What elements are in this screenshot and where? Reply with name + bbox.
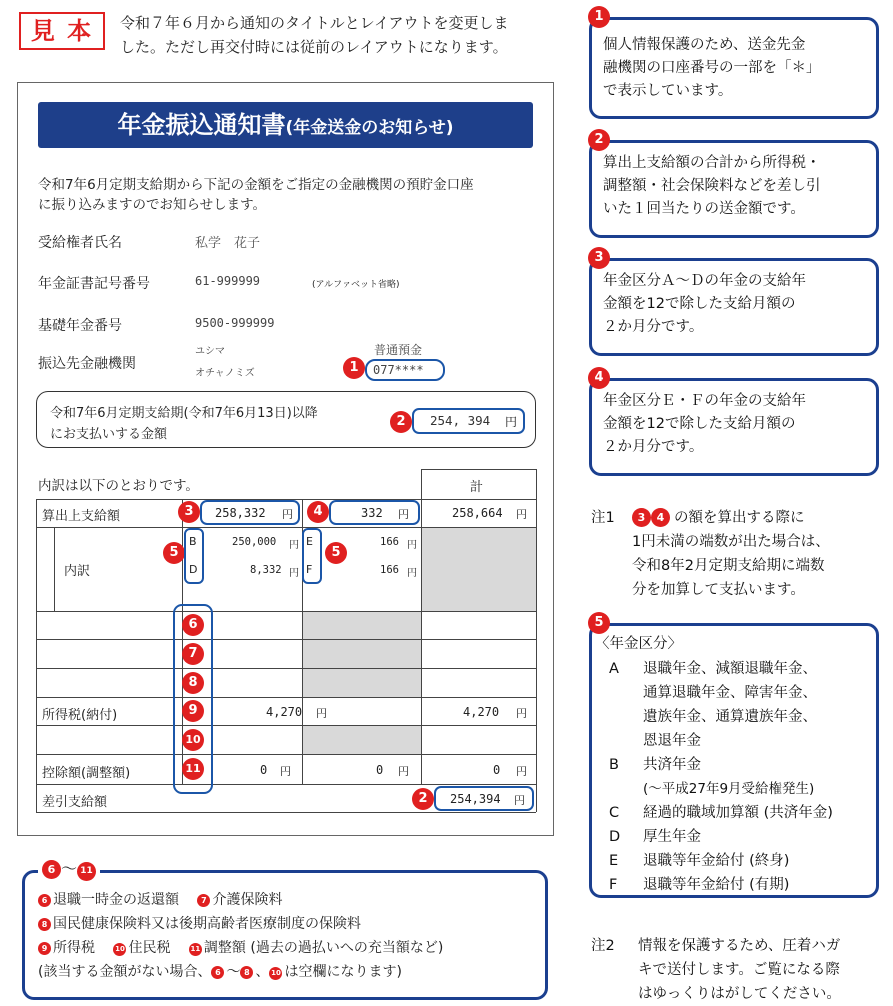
deduct-total: 0 bbox=[493, 763, 501, 777]
marker-4: 4 bbox=[307, 501, 329, 523]
table-line bbox=[36, 697, 536, 698]
legend-title-6: 6 bbox=[42, 860, 61, 879]
note2-line-2: キで送付します。ご覧になる際 bbox=[638, 962, 840, 978]
category-e-key: E bbox=[609, 853, 619, 869]
notice-line-1: 令和７年６月から通知のタイトルとレイアウトを変更しま bbox=[120, 14, 509, 32]
marker-10: 10 bbox=[182, 729, 204, 751]
net-label: 差引支給額 bbox=[42, 795, 108, 810]
e-yen: 円 bbox=[407, 540, 417, 551]
callout-2-line-3: いた１回当たりの送金額です。 bbox=[603, 201, 805, 217]
cert-value: 61-999999 bbox=[195, 274, 261, 288]
callout-4-line-3: ２か月分です。 bbox=[603, 439, 704, 455]
e-key: E bbox=[306, 535, 313, 548]
table-line bbox=[36, 754, 536, 755]
callout-2-marker: 2 bbox=[588, 129, 610, 151]
bank-label: 振込先金融機関 bbox=[38, 356, 136, 372]
sample-badge: 見 本 bbox=[19, 12, 105, 50]
marker-6: 6 bbox=[182, 614, 204, 636]
marker-2-bottom: 2 bbox=[412, 788, 434, 810]
category-a-line-1: 退職年金、減額退職年金、 bbox=[643, 661, 817, 677]
categories-title: 〈年金区分〉 bbox=[595, 636, 682, 652]
category-b-key: B bbox=[609, 757, 619, 773]
breakdown-label: 内訳 bbox=[64, 564, 91, 579]
note1-line-2: 1円未満の端数が出た場合は、 bbox=[632, 534, 830, 550]
tax-label: 所得税(納付) bbox=[42, 708, 118, 723]
total-header: 計 bbox=[470, 480, 484, 495]
cert-label: 年金証書記号番号 bbox=[38, 276, 150, 292]
payment-line-1: 令和7年6月定期支給期(令和7年6月13日)以降 bbox=[50, 406, 318, 421]
category-c-line-1: 経過的職域加算額 (共済年金) bbox=[643, 805, 833, 821]
callout-4-line-1: 年金区分Ｅ・Ｆの年金の支給年 bbox=[603, 393, 806, 409]
legend-line-2: 8 国民健康保険料又は後期高齢者医療制度の保険料 bbox=[38, 913, 361, 933]
category-d-line-1: 厚生年金 bbox=[643, 829, 701, 845]
callout-3-line-2: 金額を12で除した支給月額の bbox=[603, 296, 796, 312]
tax-yen: 円 bbox=[316, 707, 327, 720]
note2-line-1: 情報を保護するため、圧着ハガ bbox=[638, 938, 841, 954]
category-a-line-2: 通算退職年金、障害年金、 bbox=[643, 685, 817, 701]
marker-9: 9 bbox=[182, 700, 204, 722]
table-line bbox=[421, 469, 422, 784]
deduct-col1-yen: 円 bbox=[280, 765, 291, 778]
category-a-key: A bbox=[609, 661, 619, 677]
payment-line-2: にお支払いする金額 bbox=[50, 427, 168, 442]
table-line bbox=[36, 725, 536, 726]
legend-title-sep: ～ bbox=[61, 859, 78, 878]
callout-2-line-2: 調整額・社会保険料などを差し引 bbox=[603, 178, 821, 194]
note1-line-3: 令和8年2月定期支給期に端数 bbox=[632, 558, 825, 574]
deduct-col1: 0 bbox=[260, 763, 268, 777]
account-type: 普通預金 bbox=[374, 343, 423, 357]
marker-11: 11 bbox=[182, 758, 204, 780]
table-line bbox=[36, 812, 536, 813]
table-line bbox=[36, 611, 536, 612]
note1-marker-4: 4 bbox=[651, 508, 670, 527]
payment-amount: 254, 394 bbox=[430, 413, 491, 428]
legend-title bbox=[38, 858, 100, 881]
table-line bbox=[36, 527, 536, 528]
table-line bbox=[36, 668, 536, 669]
legend-line-3: 9 所得税 10 住民税 11 調整額 (過去の過払いへの充当額など) bbox=[38, 937, 443, 957]
calc-label: 算出上支給額 bbox=[42, 509, 121, 524]
calc-total-yen: 円 bbox=[516, 508, 527, 521]
category-a-line-4: 恩退年金 bbox=[643, 733, 701, 749]
document-title: 年金振込通知書(年金送金のお知らせ) bbox=[38, 102, 533, 148]
callout-4-line-2: 金額を12で除した支給月額の bbox=[603, 416, 796, 432]
category-b-line-2: (～平成27年9月受給権発生) bbox=[643, 781, 815, 797]
account-number: 077**** bbox=[373, 363, 424, 377]
b-key: B bbox=[189, 535, 197, 548]
f-yen: 円 bbox=[407, 568, 417, 579]
table-line bbox=[36, 499, 37, 812]
table-line bbox=[421, 469, 536, 470]
table-caption: 内訳は以下のとおりです。 bbox=[38, 478, 199, 494]
marker-8: 8 bbox=[182, 672, 204, 694]
b-yen: 円 bbox=[289, 540, 299, 551]
deduct-total-yen: 円 bbox=[516, 765, 527, 778]
d-yen: 円 bbox=[289, 568, 299, 579]
d-key: D bbox=[189, 563, 198, 576]
calc-col2-yen: 円 bbox=[398, 508, 409, 521]
net-value: 254,394 bbox=[450, 792, 501, 806]
deduct-label: 控除額(調整額) bbox=[42, 766, 131, 781]
category-b-line-1: 共済年金 bbox=[643, 757, 701, 773]
callout-1-marker: 1 bbox=[588, 6, 610, 28]
category-d-key: D bbox=[609, 829, 621, 845]
category-c-key: C bbox=[609, 805, 620, 821]
calc-total-value: 258,664 bbox=[452, 506, 503, 520]
b-value: 250,000 bbox=[232, 536, 277, 548]
callout-2-line-1: 算出上支給額の合計から所得税・ bbox=[603, 155, 821, 171]
callout-1-line-1: 個人情報保護のため、送金先金 bbox=[603, 37, 806, 53]
calc-col1-yen: 円 bbox=[282, 508, 293, 521]
category-f-line-1: 退職等年金給付 (有期) bbox=[643, 877, 790, 893]
payment-unit: 円 bbox=[505, 415, 518, 429]
note1-line-4: 分を加算して支払います。 bbox=[632, 582, 805, 598]
legend-title-11: 11 bbox=[77, 862, 96, 881]
note1-line-1: 3 4 の額を算出する際に bbox=[632, 507, 805, 530]
basic-number-label: 基礎年金番号 bbox=[38, 318, 122, 334]
recipient-value: 私学 花子 bbox=[195, 236, 261, 251]
note1-label: 注1 bbox=[591, 510, 615, 526]
legend-line-1: 6 退職一時金の返還額 7 介護保険料 bbox=[38, 889, 282, 909]
deduct-col2: 0 bbox=[376, 763, 384, 777]
notice-line-2: した。ただし再交付時には従前のレイアウトになります。 bbox=[120, 38, 508, 56]
note2-line-3: はゆっくりはがしてください。 bbox=[638, 986, 841, 1002]
calc-col1-value: 258,332 bbox=[215, 506, 266, 520]
marker-2-top: 2 bbox=[390, 411, 412, 433]
legend-line-4: (該当する金額がない場合、 6 ～ 8 、 10 は空欄になります) bbox=[38, 964, 402, 980]
intro-line-1: 令和7年6月定期支給期から下記の金額をご指定の金融機関の預貯金口座 bbox=[38, 177, 474, 193]
category-a-line-3: 遺族年金、通算遺族年金、 bbox=[643, 709, 817, 725]
f-value: 166 bbox=[380, 564, 399, 576]
cert-note: (アルファベット省略) bbox=[312, 280, 400, 290]
table-line bbox=[36, 784, 536, 785]
marker-5-right: 5 bbox=[325, 542, 347, 564]
callout-3-marker: 3 bbox=[588, 247, 610, 269]
recipient-label: 受給権者氏名 bbox=[38, 235, 122, 251]
marker-7: 7 bbox=[182, 643, 204, 665]
d-value: 8,332 bbox=[250, 564, 282, 576]
callout-3-line-1: 年金区分Ａ～Ｄの年金の支給年 bbox=[603, 273, 806, 289]
marker-5-left: 5 bbox=[163, 542, 185, 564]
category-e-line-1: 退職等年金給付 (終身) bbox=[643, 853, 790, 869]
note1-marker-3: 3 bbox=[632, 508, 651, 527]
category-f-key: F bbox=[609, 877, 618, 893]
note2-label: 注2 bbox=[591, 938, 615, 954]
marker-3: 3 bbox=[178, 501, 200, 523]
f-key: F bbox=[306, 563, 313, 576]
bank-name-1: ユシマ bbox=[195, 346, 225, 357]
intro-line-2: に振り込みますのでお知らせします。 bbox=[38, 197, 267, 213]
callout-1-line-2: 融機関の口座番号の一部を「＊」 bbox=[603, 60, 821, 76]
bank-name-2: オチャノミズ bbox=[195, 368, 255, 379]
marker-1: 1 bbox=[343, 357, 365, 379]
grey-cell-breakdown bbox=[421, 527, 536, 611]
tax-total: 4,270 bbox=[463, 705, 500, 719]
table-line bbox=[36, 639, 536, 640]
callout-4-marker: 4 bbox=[588, 367, 610, 389]
calc-col2-value: 332 bbox=[361, 506, 383, 520]
callout-1-line-3: で表示しています。 bbox=[603, 83, 733, 99]
table-line bbox=[536, 469, 537, 812]
callout-3-line-3: ２か月分です。 bbox=[603, 319, 704, 335]
categories-marker: 5 bbox=[588, 612, 610, 634]
grey-cell-row10 bbox=[302, 725, 421, 754]
deduct-col2-yen: 円 bbox=[398, 765, 409, 778]
basic-number-value: 9500-999999 bbox=[195, 316, 275, 330]
table-line bbox=[54, 527, 55, 611]
grey-cell-col2-rows bbox=[302, 611, 421, 697]
tax-total-yen: 円 bbox=[516, 707, 527, 720]
e-value: 166 bbox=[380, 536, 399, 548]
net-yen: 円 bbox=[514, 794, 525, 807]
tax-value: 4,270 bbox=[266, 705, 303, 719]
